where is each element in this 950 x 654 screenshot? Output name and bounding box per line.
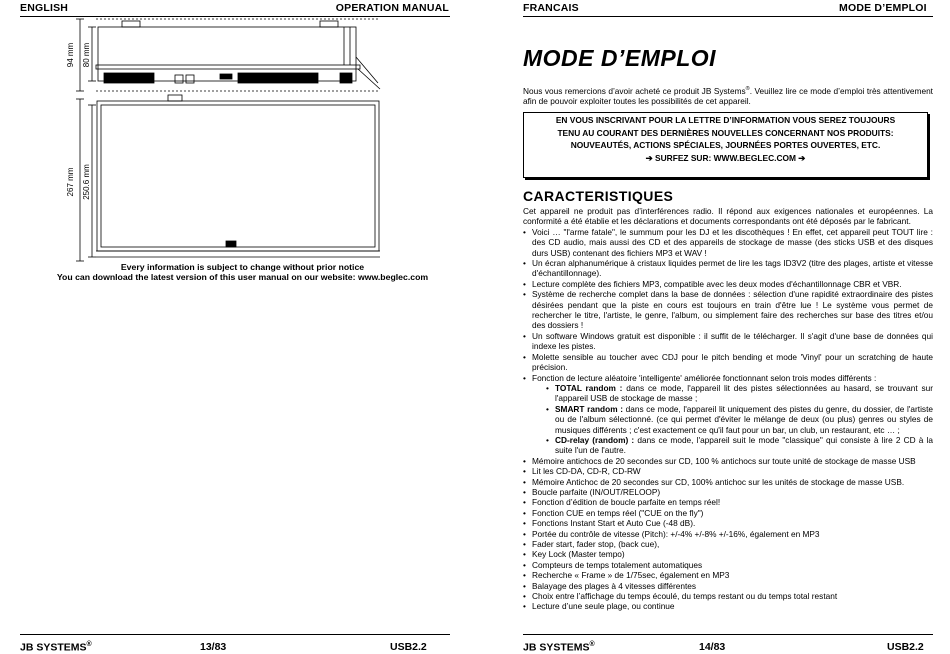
dim-inner-height: 80 mm: [82, 42, 91, 68]
side-view-drawing: [76, 95, 380, 261]
feature-item: • Lit les CD-DA, CD-R, CD-RW: [523, 466, 933, 476]
random-mode-item: • TOTAL random : dans ce mode, l'appareil lit des pistes sélectionnées au hasard, se trouvant sur l'appareil USB de stockage de masse ;: [546, 383, 933, 404]
header-language: ENGLISH: [20, 2, 69, 14]
feature-item: • Portée du contrôle de vitesse (Pitch): +/-4% +/-8% +/-16%, également en MP3: [523, 529, 933, 539]
feature-item: • Compteurs de temps totalement automatiques: [523, 560, 933, 570]
intro-paragraph: Nous vous remercions d’avoir acheté ce produit JB Systems®. Veuillez lire ce mode d’emploi très attentivement afin de pouvoir exploiter toutes les possibilités de cet appareil.: [523, 85, 933, 107]
feature-list: [523, 227, 933, 612]
random-mode-item: • CD-relay (random) : dans ce mode, l'appareil suit le mode "classique" qui consiste à lire 2 CD à la suite l'un de l'autre.: [546, 435, 933, 456]
feature-item: • Fonction de lecture aléatoire 'intelligente' améliorée fonctionnant selon trois modes différents : • TOTAL random : dans ce mode, l'appareil lit des pistes sélectionnées au hasard, se trouvant sur l'appareil USB de stockage de masse ; • SMART random : dans ce mode, l'appareil lit uniquement des pistes du genre, du dossier, de l'artiste ou de l'album sélectionné. (ce qui permet d'éviter le mélange de deux (ou plus) genres ou styles de musiques différents ; c'est exactement ce qu'il faut pour un bar, un club, un restaurant, etc … ; • CD-relay (random) : dans ce mode, l'appareil suit le mode "classique" qui consiste à lire 2 CD à la suite l'un de l'autre.: [523, 373, 933, 456]
header-manual-title: MODE D’EMPLOI: [839, 2, 927, 14]
feature-item: • Key Lock (Master tempo): [523, 549, 933, 559]
random-mode-item: • SMART random : dans ce mode, l'appareil lit uniquement des pistes du genre, du dossier, de l'artiste ou de l'album sélectionné. (ce qui permet d'éviter le mélange de deux (ou plus) genres ou styles de musiques différents ; c'est exactement ce qu'il faut pour un bar, un club, un restaurant, etc … ;: [546, 404, 933, 435]
newsletter-link[interactable]: ➔ SURFEZ SUR: WWW.BEGLEC.COM ➔: [645, 152, 806, 163]
feature-item: • Recherche « Frame » de 1/75sec, également en MP3: [523, 570, 933, 580]
header-manual-title: OPERATION MANUAL: [335, 2, 449, 14]
feature-item: • Voici … "l'arme fatale", le summum pour les DJ et les discothèques ! En effet, cet appareil peut TOUT lire : des CD audio, mais aussi des CD et des appareils de stockage de masse (des sticks USB et des disques durs USB) contenant des fichiers MP3 et WAV !: [523, 227, 933, 258]
dim-outer-height: 94 mm: [66, 42, 75, 68]
newsletter-line: EN VOUS INSCRIVANT POUR LA LETTRE D’INFORMATION VOUS SEREZ TOUJOURS: [555, 115, 896, 125]
feature-item: • Système de recherche complet dans la base de données : sélection d'une rapidité extraordinaire des pistes désirées pendant que la piste en cours est toujours en train d'être lue ! Le système vous permet de rechercher le titre, l'artiste, le genre, l'album, ou simplement faire des recherches sur base des titres et/ou des dossiers !: [523, 289, 933, 331]
feature-item: • Lecture complète des fichiers MP3, compatible avec les deux modes d'échantillonnage CBR et VBR.: [523, 279, 933, 289]
feature-item: • Boucle parfaite (IN/OUT/RELOOP): [523, 487, 933, 497]
feature-item: • Fonction d’édition de boucle parfaite en temps réel!: [523, 497, 933, 507]
feature-item: • Mémoire Antichoc de 20 secondes sur CD, 100% antichoc sur les unités de stockage de masse USB.: [523, 477, 933, 487]
header-language: FRANCAIS: [523, 2, 579, 14]
feature-item: • Un écran alphanumérique à cristaux liquides permet de lire les tags ID3V2 (titre des plages, artiste et vitesse d'échantillonnage).: [523, 258, 933, 279]
feature-item: • Fonction CUE en temps réel ("CUE on the fly"): [523, 508, 933, 518]
footer-rule: [523, 634, 933, 635]
front-view-drawing: [76, 19, 380, 91]
footer-rule: [20, 634, 450, 635]
header-rule: [523, 16, 933, 17]
feature-item: • Un software Windows gratuit est disponible : il suffit de le télécharger. Il s'agit d'une base de données qui indexe les pistes.: [523, 331, 933, 352]
device-dimension-drawing: [0, 17, 475, 277]
footer-page-number: 13/83: [200, 641, 227, 653]
dim-inner-depth: 250.6 mm: [82, 164, 91, 200]
random-mode-list: [546, 383, 933, 456]
dim-outer-depth: 267 mm: [66, 167, 75, 197]
newsletter-box: [523, 112, 928, 178]
section-heading: CARACTERISTIQUES: [523, 188, 674, 204]
feature-item: • Molette sensible au toucher avec CDJ pour le pitch bending et mode 'Vinyl' pour un scratching de haute précision.: [523, 352, 933, 373]
feature-item: • Fonctions Instant Start et Auto Cue (-48 dB).: [523, 518, 933, 528]
page-title: MODE D’EMPLOI: [523, 45, 717, 71]
right-page: [475, 0, 950, 654]
section-intro: Cet appareil ne produit pas d’interférences radio. Il répond aux exigences nationales et européennes. La conformité a été établie et les déclarations et documents correspondants ont été déposés par le fabricant.: [523, 206, 933, 227]
change-notice: Every information is subject to change without prior notice: [120, 262, 365, 272]
feature-item: • Mémoire antichocs de 20 secondes sur CD, 100 % antichocs sur toute unité de stockage de masse USB: [523, 456, 933, 466]
features-section: [523, 206, 933, 612]
newsletter-line: NOUVEAUTÉS, ACTIONS SPÉCIALES, JOURNÉES PORTES OUVERTES, ETC.: [570, 140, 881, 151]
footer-page-number: 14/83: [699, 641, 726, 653]
footer-brand: JB SYSTEMS®: [523, 641, 595, 654]
feature-item: • Choix entre l’affichage du temps écoulé, du temps restant ou du temps total restant: [523, 591, 933, 601]
feature-item: • Fader start, fader stop, (back cue),: [523, 539, 933, 549]
feature-item: • Balayage des plages à 4 vitesses différentes: [523, 581, 933, 591]
newsletter-line: TENU AU COURANT DES DERNIÈRES NOUVELLES CONCERNANT NOS PRODUITS:: [557, 127, 894, 138]
footer-model: USB2.2: [390, 641, 427, 653]
download-notice: You can download the latest version of this user manual on our website: www.beglec.com: [56, 272, 429, 282]
feature-item: • Lecture d’une seule plage, ou continue: [523, 601, 933, 611]
footer-model: USB2.2: [887, 641, 924, 653]
footer-brand: JB SYSTEMS®: [20, 641, 92, 654]
